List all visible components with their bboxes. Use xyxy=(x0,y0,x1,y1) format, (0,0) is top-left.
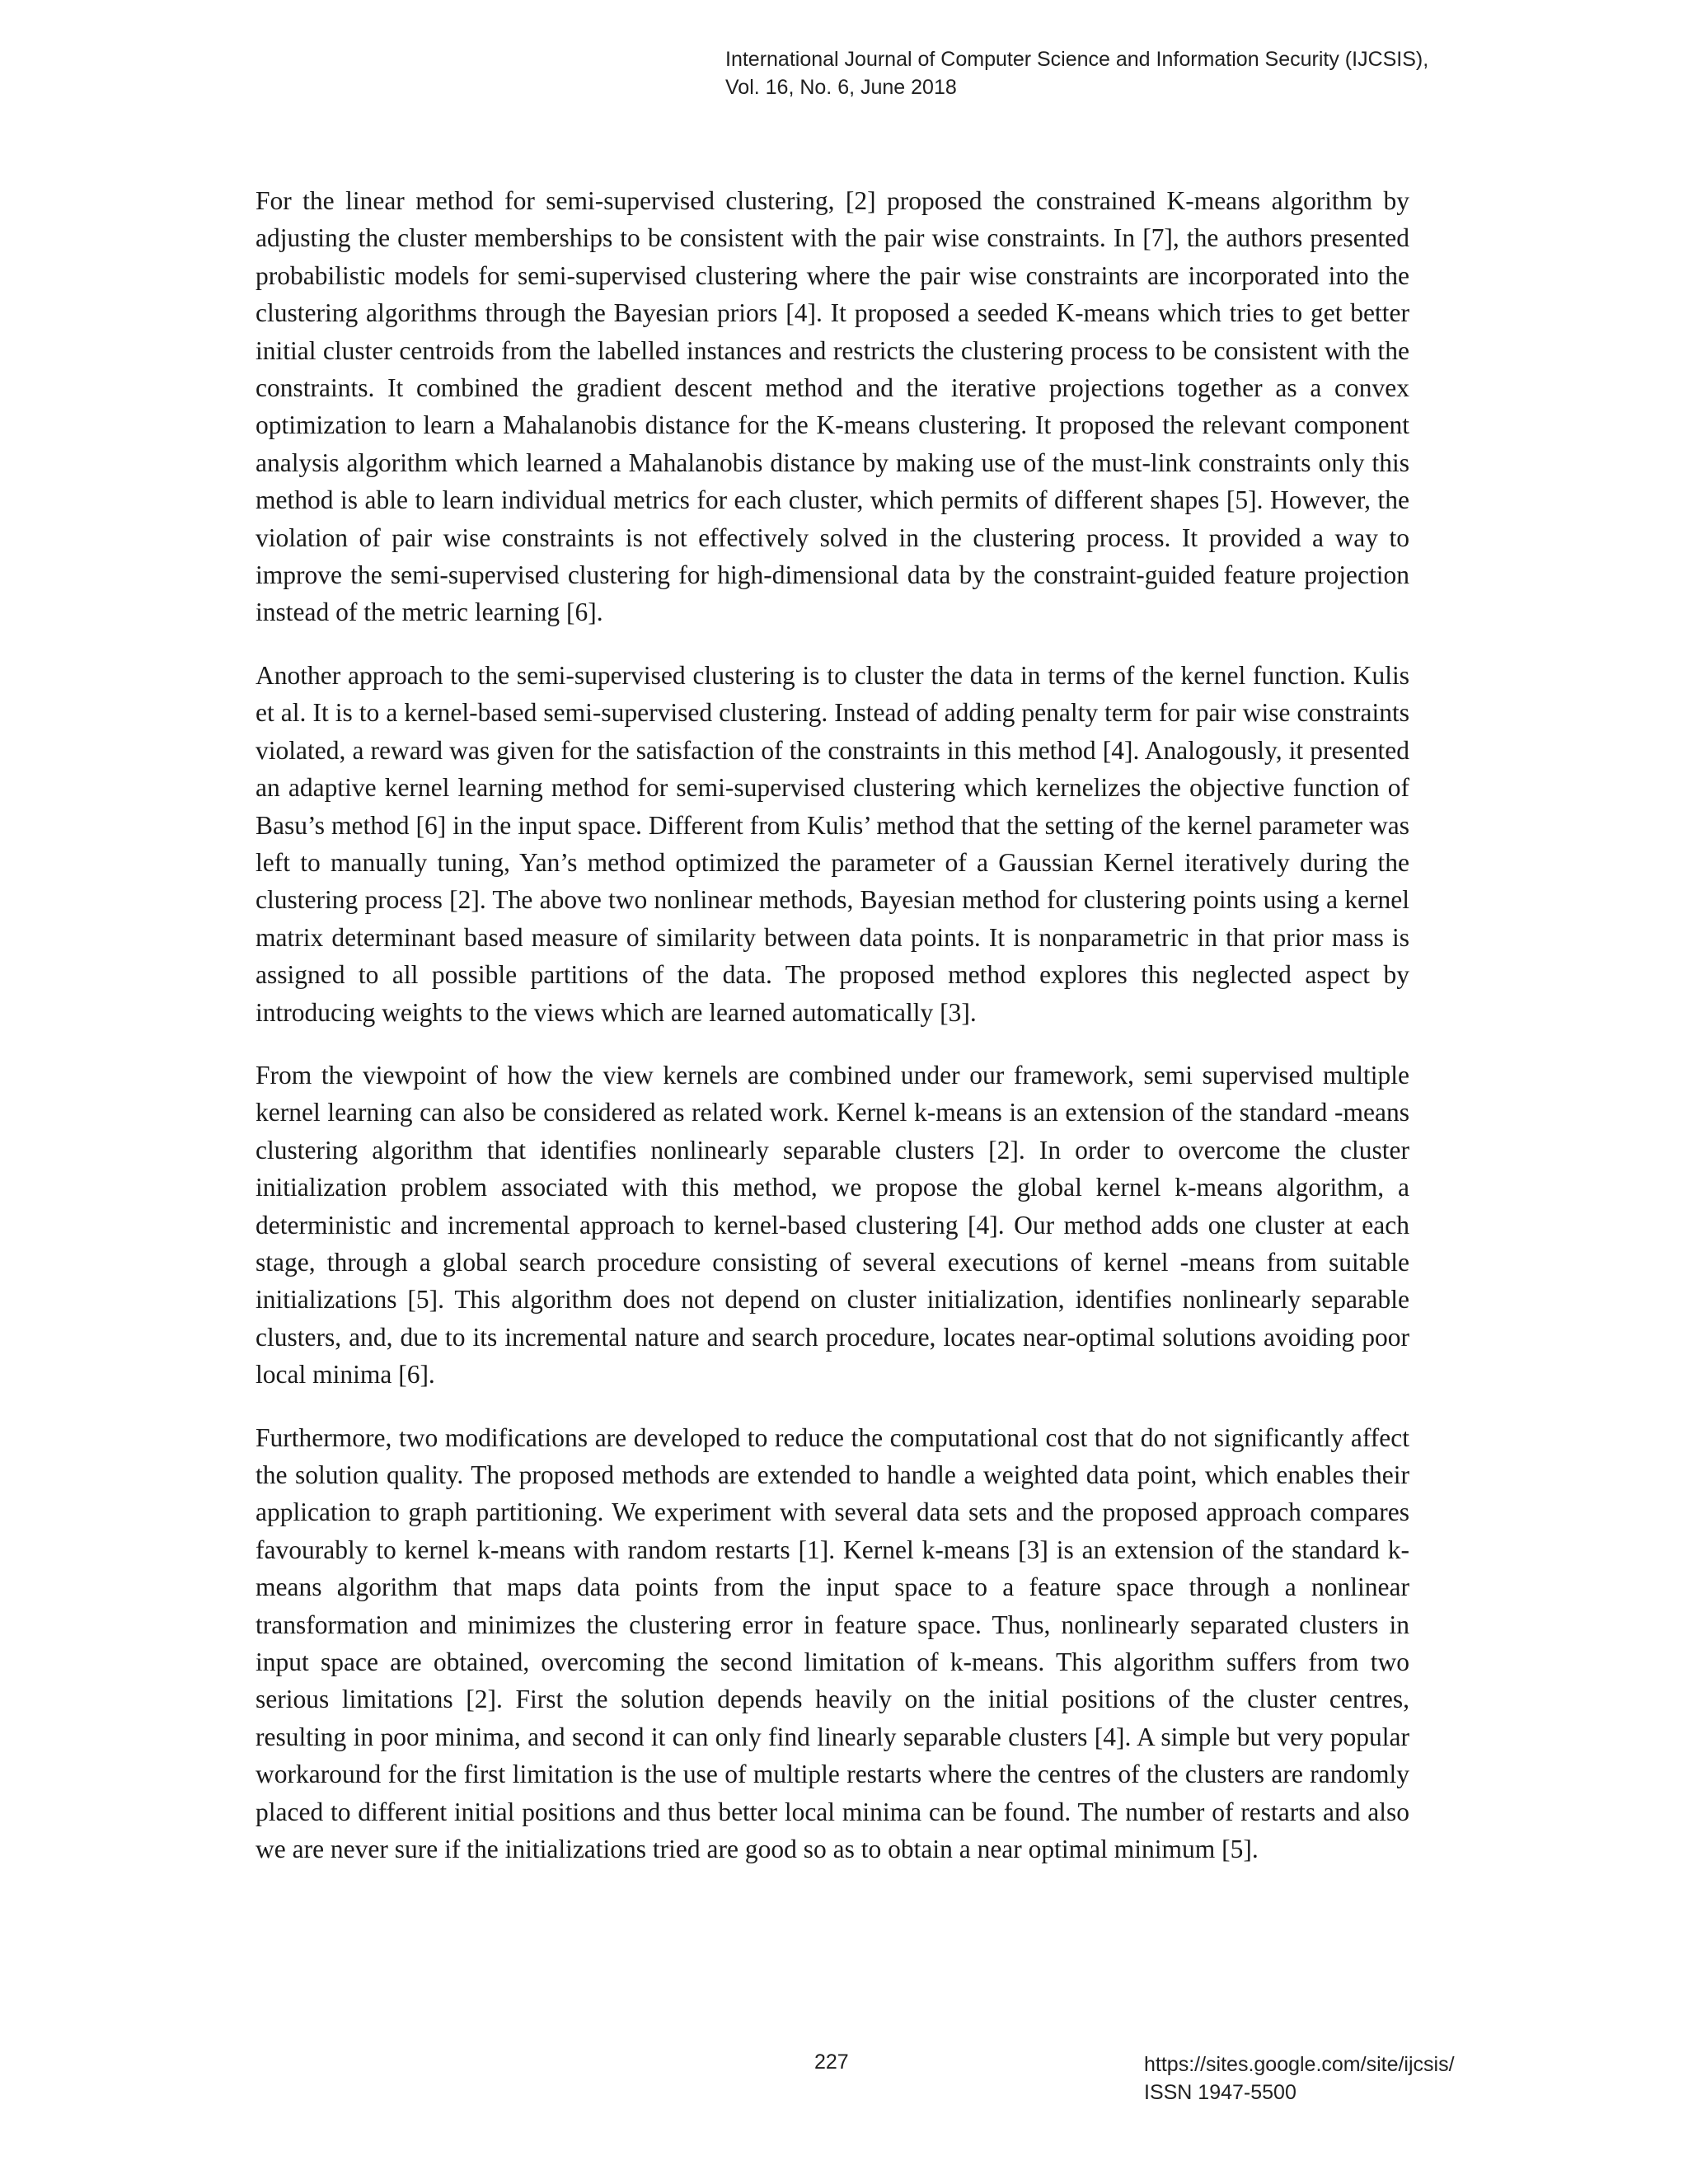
footer-info xyxy=(1144,2050,1455,2107)
paragraph-kernel-approach: Another approach to the semi-supervised clustering is to cluster the data in terms of the kernel function. Kulis et al. It is to a kernel-based semi-supervised clustering. Instead of adding penalty term for pair wise constraints violated, a reward was given for the satisfaction of the constraints in this method [4]. Analogously, it presented an adaptive kernel learning method for semi-supervised clustering which kernelizes the objective function of Basu’s method [6] in the input space. Different from Kulis’ method that the setting of the kernel parameter was left to manually tuning, Yan’s method optimized the parameter of a Gaussian Kernel iteratively during the clustering process [2]. The above two nonlinear methods, Bayesian method for clustering points using a kernel matrix determinant based measure of similarity between data points. It is nonparametric in that prior mass is assigned to all possible partitions of the data. The proposed method explores this neglected aspect by introducing weights to the views which are learned automatically [3]. xyxy=(256,660,1409,1027)
article-body xyxy=(256,182,1409,1893)
issn: ISSN 1947-5500 xyxy=(1144,2081,1296,2104)
journal-header xyxy=(725,45,1428,101)
page-number: 227 xyxy=(814,2050,849,2074)
journal-volume-line: Vol. 16, No. 6, June 2018 xyxy=(725,76,957,99)
site-url: https://sites.google.com/site/ijcsis/ xyxy=(1144,2053,1455,2076)
journal-title-line: International Journal of Computer Science and Information Security (IJCSIS), xyxy=(725,48,1429,71)
paragraph-linear-methods: For the linear method for semi-supervised clustering, [2] proposed the constrained K-means algorithm by adjusting the cluster memberships to be consistent with the pair wise constraints. In [7], the authors presented probabilistic models for semi-supervised clustering where the pair wise constraints are incorporated into the clustering algorithms through the Bayesian priors [4]. It proposed a seeded K-means which tries to get better initial cluster centroids from the labelled instances and restricts the clustering process to be consistent with the constraints. It combined the gradient descent method and the iterative projections together as a convex optimization to learn a Mahalanobis distance for the K-means clustering. It proposed the relevant component analysis algorithm which learned a Mahalanobis distance by making use of the must-link constraints only this method is able to learn individual metrics for each cluster, which permits of different shapes [5]. However, the violation of pair wise constraints is not effectively solved in the clustering process. It provided a way to improve the semi-supervised clustering for high-dimensional data by the constraint-guided feature projection instead of the metric learning [6]. xyxy=(256,186,1409,627)
paragraph-multiple-kernel: From the viewpoint of how the view kernels are combined under our framework, semi supervised multiple kernel learning can also be considered as related work. Kernel k-means is an extension of the standard -means clustering algorithm that identifies nonlinearly separable clusters [2]. In order to overcome the cluster initialization problem associated with this method, we propose the global kernel k-means algorithm, a deterministic and incremental approach to kernel-based clustering [4]. Our method adds one cluster at each stage, through a global search procedure consisting of several executions of kernel -means from suitable initializations [5]. This algorithm does not depend on cluster initialization, identifies nonlinearly separable clusters, and, due to its incremental nature and search procedure, locates near-optimal solutions avoiding poor local minima [6]. xyxy=(256,1060,1409,1390)
paragraph-modifications: Furthermore, two modifications are developed to reduce the computational cost that do not significantly affect the solution quality. The proposed methods are extended to handle a weighted data point, which enables their application to graph partitioning. We experiment with several data sets and the proposed approach compares favourably to kernel k-means with random restarts [1]. Kernel k-means [3] is an extension of the standard k-means algorithm that maps data points from the input space to a feature space through a nonlinear transformation and minimizes the clustering error in feature space. Thus, nonlinearly separated clusters in input space are obtained, overcoming the second limitation of k-means. This algorithm suffers from two serious limitations [2]. First the solution depends heavily on the initial positions of the cluster centres, resulting in poor minima, and second it can only find linearly separable clusters [4]. A simple but very popular workaround for the first limitation is the use of multiple restarts where the centres of the clusters are randomly placed to different initial positions and thus better local minima can be found. The number of restarts and also we are never sure if the initializations tried are good so as to obtain a near optimal minimum [5]. xyxy=(256,1422,1409,1864)
